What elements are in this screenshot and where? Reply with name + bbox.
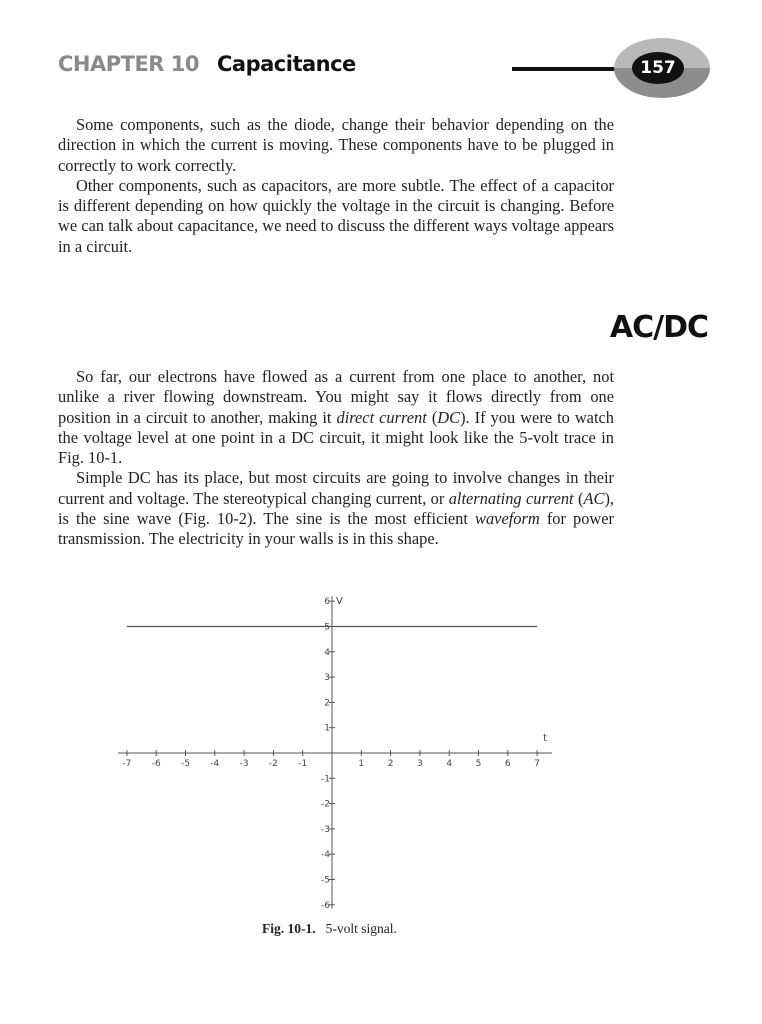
page-number: 157 (640, 58, 676, 78)
y-tick-label: -3 (321, 824, 330, 835)
x-tick-label: -5 (181, 759, 190, 769)
x-tick-label: -4 (210, 759, 220, 769)
y-tick-label: 5 (324, 622, 330, 633)
figure-label: Fig. 10-1. (262, 921, 316, 936)
intro-paragraph-1: Some components, such as the diode, change their behavior depending on the direction in which the current is moving. These components have to be plugged in correctly to work correctly. (58, 115, 614, 175)
term-direct-current: direct current (336, 407, 427, 427)
y-tick-label: 3 (324, 673, 330, 684)
x-tick-label: 7 (534, 759, 540, 769)
section-paragraph-1 (58, 367, 614, 468)
text-run: for power transmission. The electricity in your walls is in this shape. (58, 509, 614, 549)
x-tick-label: 3 (417, 759, 423, 769)
x-tick-label: -1 (298, 759, 308, 769)
y-tick-label: 1 (324, 723, 330, 734)
text-run: ). If you were to watch the voltage level at one point in a DC circuit, it might look like the 5-volt trace in Fig. 10-1. (58, 407, 614, 468)
intro-paragraph-2: Other components, such as capacitors, are more subtle. The effect of a capacitor is different depending on how quickly the voltage in the circuit is changing. Before we can talk about capacitance, we need to discuss the different ways voltage appears in a circuit. (58, 175, 614, 256)
x-tick-label: -3 (239, 759, 249, 769)
intro-text (58, 115, 614, 257)
term-alternating-current: alternating current (448, 488, 574, 508)
figure-caption (262, 921, 397, 937)
term-waveform: waveform (475, 509, 540, 529)
term-dc: DC (437, 407, 461, 427)
x-tick-label: 6 (504, 759, 511, 769)
x-tick-label: -2 (268, 759, 278, 769)
y-tick-label: 2 (324, 698, 330, 709)
header-rule (512, 67, 622, 71)
x-axis-label: t (543, 733, 548, 744)
y-tick-label: -6 (321, 900, 330, 910)
y-tick-label: -5 (321, 875, 330, 886)
y-tick-label: -1 (321, 774, 330, 785)
term-ac: AC (583, 488, 605, 508)
chapter-title: Capacitance (217, 52, 356, 76)
figure-caption-text: 5-volt signal. (325, 921, 397, 936)
text-run: Simple DC has its place, but most circuits are going to involve changes in their current and voltage. The stereotypical changing current, or (58, 468, 614, 508)
y-tick-label: -2 (321, 799, 330, 810)
text-run: ( (573, 488, 584, 508)
section-heading: AC/DC (609, 310, 708, 345)
y-tick-label: 6 (324, 597, 330, 608)
x-tick-label: 4 (446, 759, 453, 769)
chapter-label: CHAPTER 10 (58, 52, 200, 76)
section-paragraph-2 (58, 468, 614, 549)
dc-signal-chart (112, 590, 562, 910)
x-tick-label: 2 (387, 759, 394, 769)
x-tick-label: 1 (358, 759, 365, 769)
x-tick-label: 5 (475, 759, 482, 769)
x-tick-label: -7 (122, 759, 132, 769)
y-tick-label: 4 (324, 647, 330, 658)
text-run: ), is the sine wave (Fig. 10-2). The sine is the most efficient (58, 488, 614, 529)
running-header (58, 52, 356, 76)
text-run: ( (426, 407, 438, 427)
text-run: So far, our electrons have flowed as a current from one place to another, not unlike a river flowing downstream. You might say it flows directly from one position in a circuit to another, making it (58, 367, 614, 427)
section-text (58, 367, 614, 550)
y-tick-label: -4 (321, 850, 330, 861)
y-axis-label: V (336, 596, 343, 608)
x-tick-label: -6 (151, 759, 161, 769)
